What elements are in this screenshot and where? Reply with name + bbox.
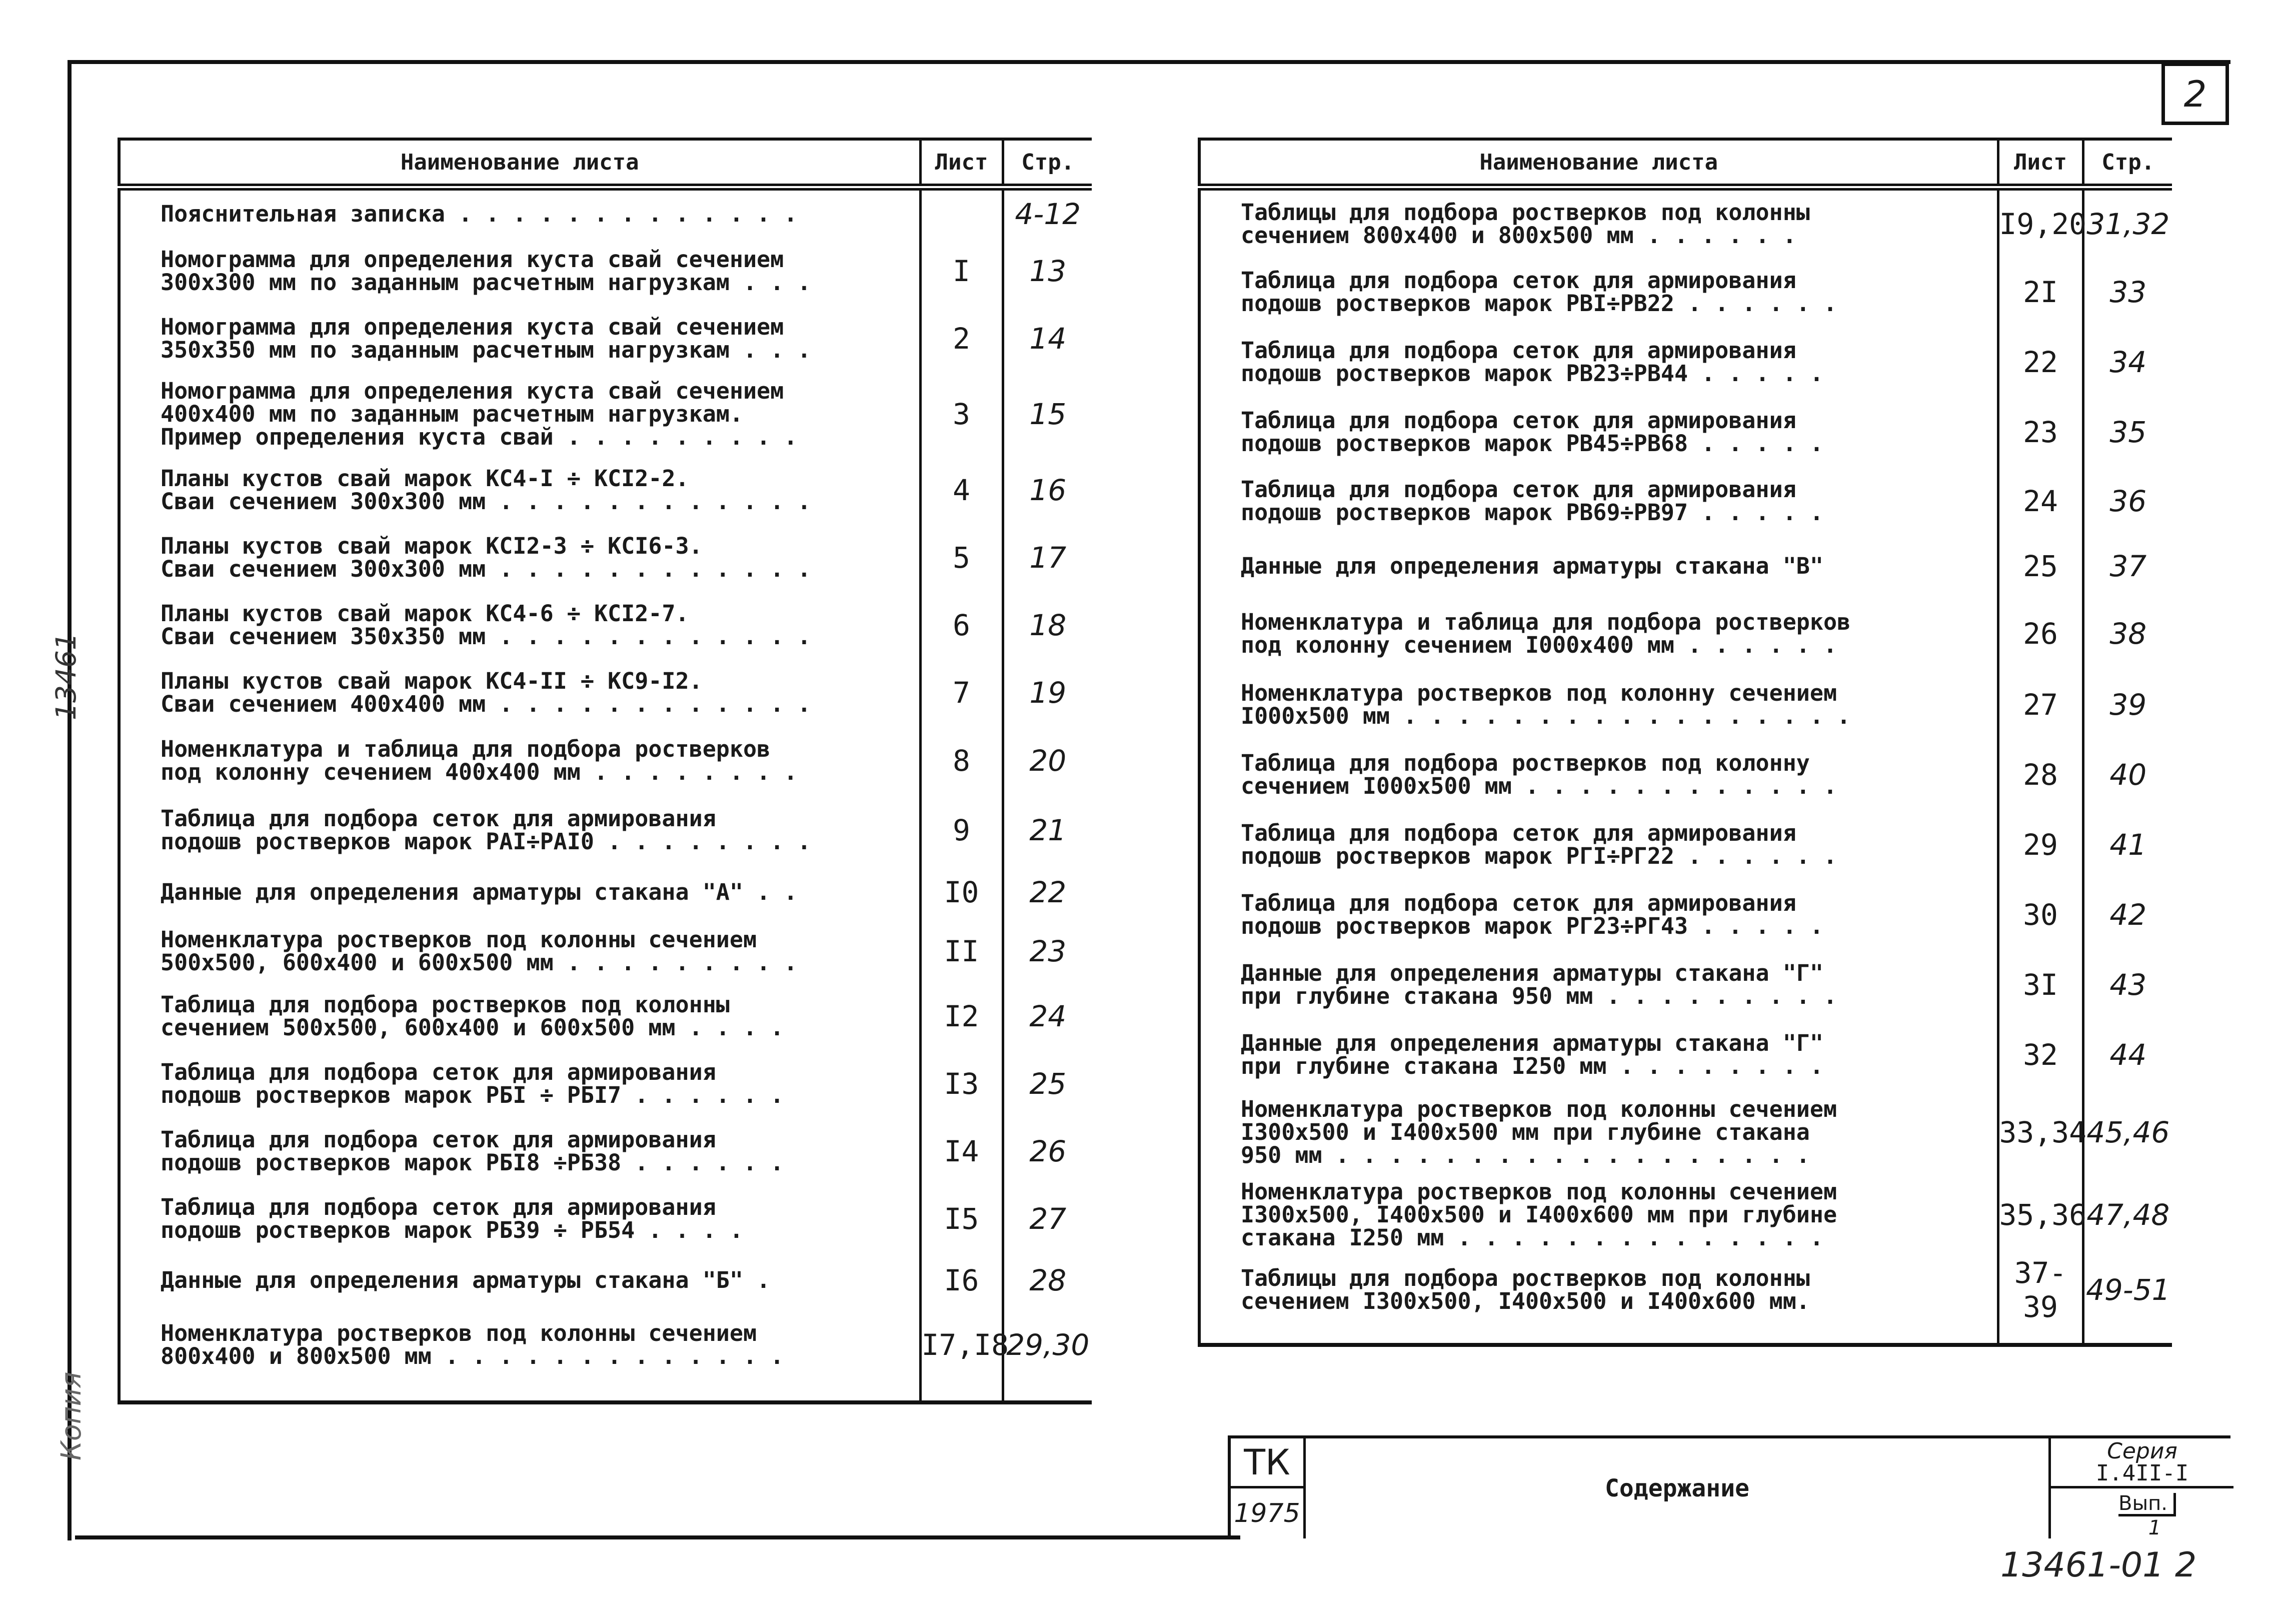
entry-page: 44: [2083, 1020, 2172, 1090]
series-value: I.4II-I: [2095, 1460, 2189, 1486]
entry-name: Номограмма для определения куста свай сечением 300х300 мм по заданным расчетным нагрузкам . . .: [161, 246, 811, 296]
entry-page: 41: [2083, 810, 2172, 880]
header-name: Наименование листа: [119, 139, 920, 187]
entry-name: Таблица для подбора ростверков под колонны сечением 500х500, 600х400 и 600х500 мм . . . .: [161, 991, 784, 1041]
entry-name: Планы кустов свай марок КС4-6 ÷ КСI2-7. Сваи сечением 350х350 мм . . . . . . . . . . . .: [161, 600, 811, 650]
entry-name: Номограмма для определения куста свай сечением 400х400 мм по заданным расчетным нагрузкам. Пример определения куста свай . . . . . . . . .: [161, 378, 798, 450]
entry-name: Планы кустов свай марок КСI2-3 ÷ КСI6-3. Сваи сечением 300х300 мм . . . . . . . . . . . .: [161, 532, 811, 582]
entry-sheet: 37-39: [1998, 1255, 2083, 1325]
entry-name: Планы кустов свай марок КС4-II ÷ КС9-I2. Сваи сечением 400х400 мм . . . . . . . . . . . .: [161, 667, 811, 717]
entry-sheet: 22: [1998, 327, 2083, 397]
table-header-row: [119, 139, 1092, 187]
table-row: [119, 524, 1092, 591]
issue-value: 1: [2148, 1516, 2161, 1539]
table-row: [1199, 1175, 2172, 1255]
table-row: [1199, 187, 2172, 257]
title-block-series: [2048, 1438, 2233, 1488]
entry-page: 19: [1003, 659, 1092, 726]
entry-page: 49-51: [2083, 1255, 2172, 1325]
entry-sheet: I2: [920, 983, 1003, 1049]
title-block-org: ТК: [1231, 1438, 1306, 1488]
table-row: [1199, 597, 2172, 670]
table-row: [119, 456, 1092, 524]
table-row: [119, 237, 1092, 305]
table-row: [1199, 397, 2172, 467]
header-page: Стр.: [2083, 139, 2172, 187]
title-block-title: Содержание: [1605, 1474, 1749, 1502]
table-row: [119, 726, 1092, 795]
right-table-body: [1199, 187, 2172, 1345]
entry-sheet: I3: [920, 1049, 1003, 1118]
entry-sheet: I6: [920, 1253, 1003, 1307]
entry-sheet: 3: [920, 372, 1003, 456]
entry-sheet: II: [920, 919, 1003, 983]
table-row: [1199, 467, 2172, 535]
table-row: [1199, 1020, 2172, 1090]
entry-name: Таблица для подбора сеток для армирования подошв ростверков марок PBI÷PB22 . . . . . .: [1241, 267, 1837, 317]
table-row: [119, 795, 1092, 865]
entry-page: 37: [2083, 535, 2172, 597]
entry-page: 29,30: [1003, 1307, 1092, 1382]
table-row: [1199, 1090, 2172, 1175]
entry-name: Таблица для подбора сеток для армирования подошв ростверков марок PГI÷PГ22 . . . . . .: [1241, 820, 1837, 869]
entry-name: Номенклатура и таблица для подбора ростверков под колонну сечением I000х400 мм . . . . . .: [1241, 608, 1851, 658]
entry-sheet: 35,36: [1998, 1175, 2083, 1255]
entry-sheet: 30: [1998, 880, 2083, 950]
entry-name: Таблица для подбора сеток для армирования подошв ростверков марок PB69÷PB97 . . . . .: [1241, 476, 1823, 526]
entry-name: Данные для определения арматуры стакана "В": [1241, 552, 1823, 579]
entry-name: Таблица для подбора сеток для армирования подошв ростверков марок PB45÷PB68 . . . . .: [1241, 407, 1823, 457]
table-row: [119, 659, 1092, 726]
table-row: [1199, 327, 2172, 397]
table-row: [1199, 257, 2172, 327]
series-label: Серия: [2107, 1438, 2177, 1464]
entry-name: Данные для определения арматуры стакана "Г" при глубине стакана I250 мм . . . . . . . .: [1241, 1030, 1823, 1079]
entry-sheet: I0: [920, 865, 1003, 919]
entry-page: 38: [2083, 597, 2172, 670]
entry-sheet: 32: [1998, 1020, 2083, 1090]
entry-page: 25: [1003, 1049, 1092, 1118]
entry-name: Номограмма для определения куста свай сечением 350х350 мм по заданным расчетным нагрузкам . . .: [161, 313, 811, 363]
entry-sheet: I: [920, 237, 1003, 305]
entry-name: Номенклатура ростверков под колонны сечением I300х500 и I400х500 мм при глубине стакана 950 мм . . . . . . . . . . . . . . . . . .: [1241, 1096, 1837, 1168]
table-row: [119, 1253, 1092, 1307]
entry-sheet: 23: [1998, 397, 2083, 467]
entry-sheet: 3I: [1998, 950, 2083, 1020]
header-sheet: Лист: [920, 139, 1003, 187]
entry-page: 43: [2083, 950, 2172, 1020]
title-block-issue: [2048, 1488, 2233, 1538]
entry-page: 27: [1003, 1184, 1092, 1253]
table-row: [119, 919, 1092, 983]
entry-page: 33: [2083, 257, 2172, 327]
entry-sheet: 26: [1998, 597, 2083, 670]
entry-sheet: I5: [920, 1184, 1003, 1253]
entry-page: 47,48: [2083, 1175, 2172, 1255]
table-header-row: [1199, 139, 2172, 187]
entry-name: Таблица для подбора сеток для армирования подошв ростверков марок PAI÷PAI0 . . . . . . . .: [161, 805, 811, 855]
entry-page: 24: [1003, 983, 1092, 1049]
table-row: [1199, 1255, 2172, 1325]
entry-page: 21: [1003, 795, 1092, 865]
table-row: [119, 305, 1092, 372]
entry-page: 23: [1003, 919, 1092, 983]
empty-cell: [920, 1382, 1003, 1402]
table-row: [119, 591, 1092, 659]
table-row: [119, 187, 1092, 237]
entry-name: Таблица для подбора сеток для армирования подошв ростверков марок РБI8 ÷РБ38 . . . . . .: [161, 1126, 784, 1176]
left-contents-table: [118, 138, 1092, 1404]
table-row: [119, 865, 1092, 919]
entry-sheet: 6: [920, 591, 1003, 659]
title-block: [1228, 1435, 2230, 1539]
entry-name: Пояснительная записка . . . . . . . . . . . . .: [161, 200, 798, 227]
entry-page: 34: [2083, 327, 2172, 397]
entry-sheet: 28: [1998, 740, 2083, 810]
table-row: [119, 1184, 1092, 1253]
entry-name: Таблица для подбора сеток для армирования подошв ростверков марок РБ39 ÷ РБ54 . . . .: [161, 1194, 743, 1243]
table-row: [119, 1118, 1092, 1184]
table-row: [119, 1307, 1092, 1382]
table-row: [1199, 880, 2172, 950]
entry-name: Номенклатура ростверков под колонну сечением I000х500 мм . . . . . . . . . . . . . . . . .: [1241, 680, 1851, 729]
entry-page: 28: [1003, 1253, 1092, 1307]
entry-sheet: 8: [920, 726, 1003, 795]
entry-name: Номенклатура ростверков под колонны сечением 800х400 и 800х500 мм . . . . . . . . . . . . .: [161, 1320, 784, 1369]
empty-cell: [119, 1382, 920, 1402]
side-note-number: 13461: [50, 633, 82, 720]
header-sheet: Лист: [1998, 139, 2083, 187]
entry-page: 26: [1003, 1118, 1092, 1184]
entry-name: Таблицы для подбора ростверков под колонны сечением 800х400 и 800х500 мм . . . . . .: [1241, 199, 1810, 249]
entry-name: Таблица для подбора сеток для армирования подошв ростверков марок PB23÷PB44 . . . . .: [1241, 337, 1823, 387]
right-contents-table: [1198, 138, 2172, 1347]
table-row: [1199, 535, 2172, 597]
empty-cell: [2083, 1325, 2172, 1345]
entry-sheet: 9: [920, 795, 1003, 865]
entry-sheet: 24: [1998, 467, 2083, 535]
entry-name: Таблица для подбора сеток для армирования подошв ростверков марок PГ23÷PГ43 . . . . .: [1241, 890, 1823, 939]
entry-name: Номенклатура и таблица для подбора ростверков под колонну сечением 400х400 мм . . . . . . . .: [161, 736, 798, 785]
entry-sheet: 29: [1998, 810, 2083, 880]
entry-page: 17: [1003, 524, 1092, 591]
side-note-copy: Копия: [55, 1371, 87, 1460]
entry-page: 20: [1003, 726, 1092, 795]
entry-page: 14: [1003, 305, 1092, 372]
entry-sheet: 33,34: [1998, 1090, 2083, 1175]
entry-sheet: 7: [920, 659, 1003, 726]
header-name: Наименование листа: [1199, 139, 1998, 187]
table-row: [1199, 950, 2172, 1020]
entry-name: Планы кустов свай марок КС4-I ÷ КСI2-2. Сваи сечением 300х300 мм . . . . . . . . . . . .: [161, 465, 811, 515]
entry-page: 36: [2083, 467, 2172, 535]
entry-sheet: 25: [1998, 535, 2083, 597]
issue-label: Вып.: [2118, 1493, 2176, 1516]
entry-page: 15: [1003, 372, 1092, 456]
entry-sheet: I7,I8: [920, 1307, 1003, 1382]
entry-page: 18: [1003, 591, 1092, 659]
table-row: [119, 983, 1092, 1049]
entry-sheet: 4: [920, 456, 1003, 524]
table-row: [1199, 670, 2172, 740]
entry-sheet: I4: [920, 1118, 1003, 1184]
entry-page: 35: [2083, 397, 2172, 467]
entry-page: 22: [1003, 865, 1092, 919]
entry-name: Таблица для подбора сеток для армирования подошв ростверков марок РБI ÷ РБI7 . . . . . .: [161, 1059, 784, 1108]
entry-name: Таблицы для подбора ростверков под колонны сечением I300х500, I400х500 и I400х600 мм.: [1241, 1265, 1810, 1314]
table-row: [1199, 810, 2172, 880]
entry-page: 4-12: [1003, 187, 1092, 237]
entry-page: 31,32: [2083, 187, 2172, 257]
entry-sheet: 2: [920, 305, 1003, 372]
title-block-year: 1975: [1231, 1488, 1306, 1538]
left-table-body: [119, 187, 1092, 1402]
empty-cell: [1003, 1382, 1092, 1402]
entry-name: Таблица для подбора ростверков под колонну сечением I000х500 мм . . . . . . . . . . . .: [1241, 750, 1837, 799]
entry-page: 45,46: [2083, 1090, 2172, 1175]
entry-sheet: 5: [920, 524, 1003, 591]
entry-page: 42: [2083, 880, 2172, 950]
table-filler-row: [1199, 1325, 2172, 1345]
entry-page: 39: [2083, 670, 2172, 740]
entry-page: 40: [2083, 740, 2172, 810]
entry-sheet: I9,20: [1998, 187, 2083, 257]
table-row: [119, 1049, 1092, 1118]
entry-page: 16: [1003, 456, 1092, 524]
entry-sheet: 2I: [1998, 257, 2083, 327]
entry-sheet: [920, 187, 1003, 237]
entry-name: Данные для определения арматуры стакана "Б" .: [161, 1267, 771, 1293]
empty-cell: [1998, 1325, 2083, 1345]
entry-name: Данные для определения арматуры стакана "Г" при глубине стакана 950 мм . . . . . . . . .: [1241, 960, 1837, 1009]
table-filler-row: [119, 1382, 1092, 1402]
entry-name: Номенклатура ростверков под колонны сечением I300х500, I400х500 и I400х600 мм при глубине стакана I250 мм . . . . . . . . . . . . . .: [1241, 1178, 1837, 1251]
entry-page: 13: [1003, 237, 1092, 305]
page-number: 2: [2161, 63, 2229, 125]
archive-number: 13461-01 2: [2000, 1545, 2197, 1585]
table-row: [1199, 740, 2172, 810]
frame-bottom-line: [75, 1535, 1240, 1539]
entry-name: Номенклатура ростверков под колонны сечением 500х500, 600х400 и 600х500 мм . . . . . . . . .: [161, 926, 798, 976]
entry-name: Данные для определения арматуры стакана "А" . .: [161, 879, 798, 905]
table-row: [119, 372, 1092, 456]
empty-cell: [1199, 1325, 1998, 1345]
header-page: Стр.: [1003, 139, 1092, 187]
entry-sheet: 27: [1998, 670, 2083, 740]
